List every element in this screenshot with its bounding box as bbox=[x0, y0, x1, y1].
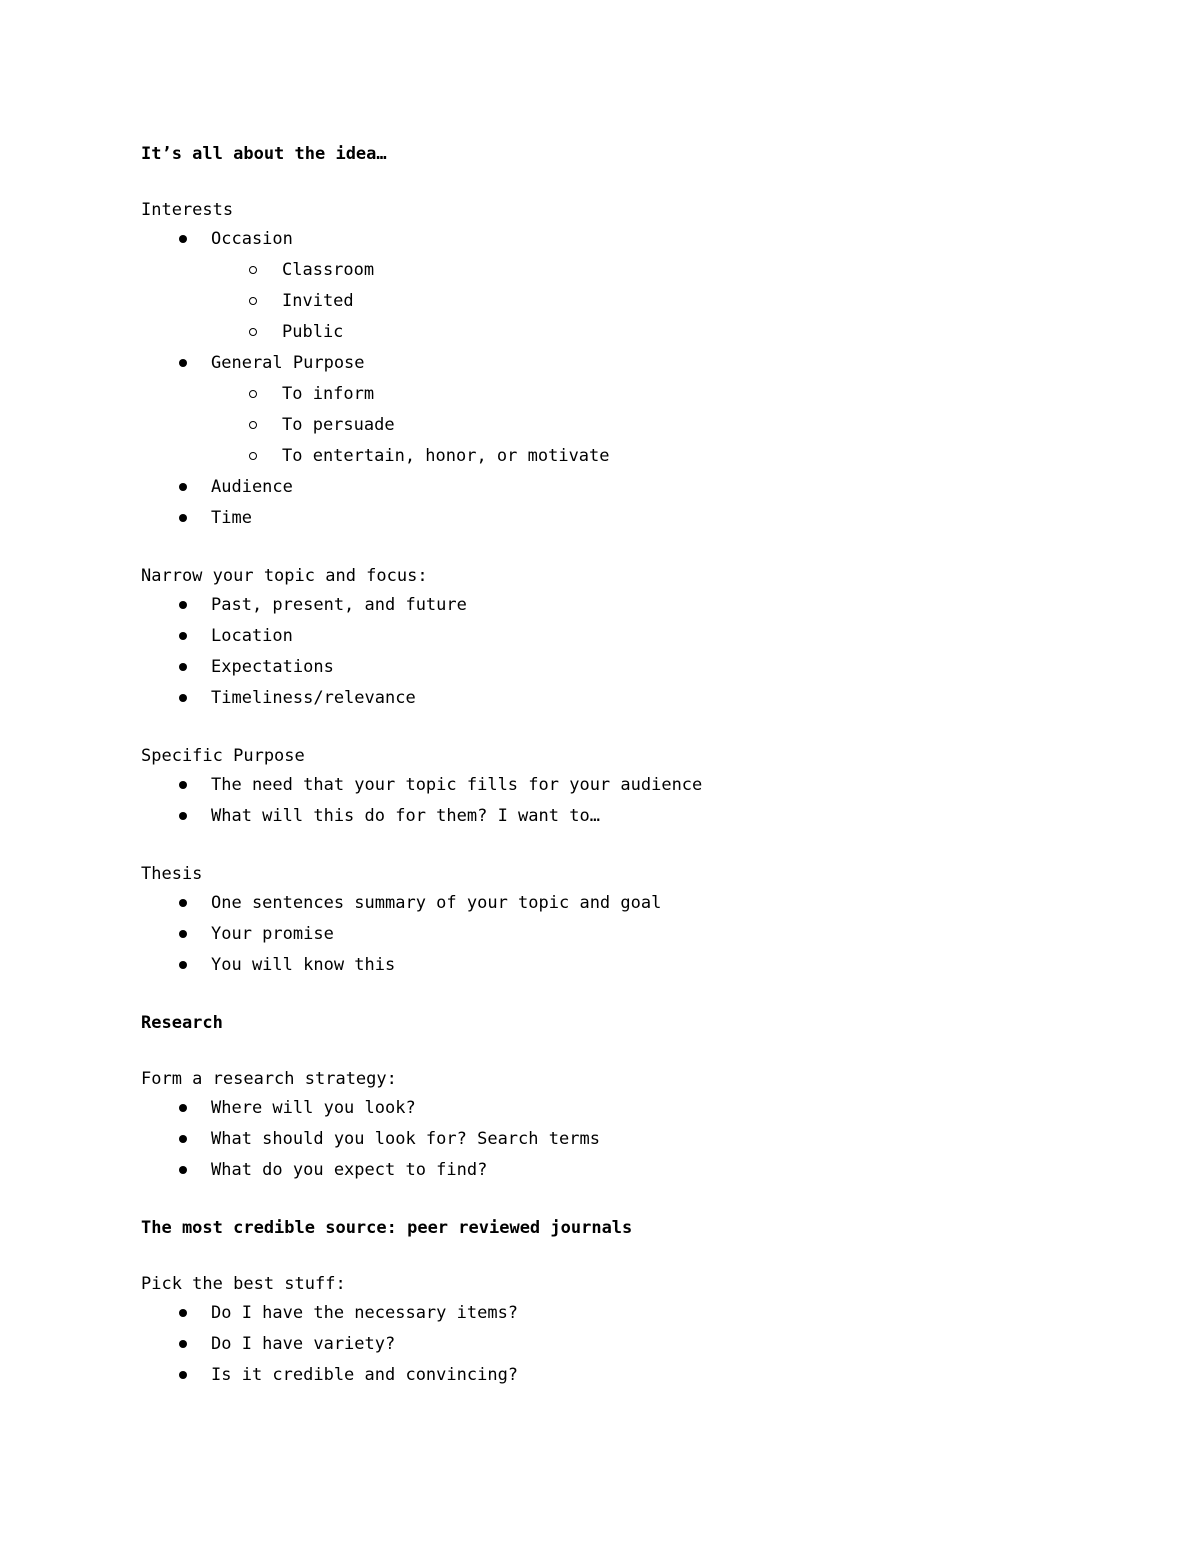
bullet-disc-icon bbox=[179, 663, 187, 671]
list-item-text: Your promise bbox=[211, 924, 334, 944]
bullet-disc-icon bbox=[179, 812, 187, 820]
list-item-text: You will know this bbox=[211, 955, 396, 975]
sub-list-item bbox=[141, 379, 1141, 410]
list-item bbox=[141, 621, 1141, 652]
thesis-label: Thesis bbox=[141, 864, 203, 884]
bullet-disc-icon bbox=[179, 1371, 187, 1379]
bullet-disc-icon bbox=[179, 1309, 187, 1317]
list-item-text: Is it credible and convincing? bbox=[211, 1365, 519, 1385]
bullet-circle-icon bbox=[249, 328, 257, 336]
sub-list-item bbox=[141, 410, 1141, 441]
list-item bbox=[141, 1124, 1141, 1155]
narrow-label: Narrow your topic and focus: bbox=[141, 566, 428, 586]
list-item bbox=[141, 1360, 1141, 1391]
sub-list-item-text: Classroom bbox=[282, 260, 375, 280]
bullet-disc-icon bbox=[179, 483, 187, 491]
list-item bbox=[141, 1329, 1141, 1360]
list-item bbox=[141, 683, 1141, 714]
bullet-circle-icon bbox=[249, 452, 257, 460]
bullet-disc-icon bbox=[179, 694, 187, 702]
list-item-text: What will this do for them? I want to… bbox=[211, 806, 600, 826]
list-item-text: Past, present, and future bbox=[211, 595, 467, 615]
bullet-disc-icon bbox=[179, 961, 187, 969]
research-strategy-list bbox=[141, 1093, 1141, 1186]
list-item bbox=[141, 590, 1141, 621]
list-item-text: Location bbox=[211, 626, 293, 646]
bullet-disc-icon bbox=[179, 359, 187, 367]
bullet-circle-icon bbox=[249, 266, 257, 274]
interests-list bbox=[141, 224, 1141, 534]
list-item-text: What should you look for? Search terms bbox=[211, 1129, 600, 1149]
list-item-text: Timeliness/relevance bbox=[211, 688, 416, 708]
pick-label: Pick the best stuff: bbox=[141, 1274, 346, 1294]
list-item bbox=[141, 224, 1141, 255]
sub-list-item-text: To inform bbox=[282, 384, 375, 404]
specific-purpose-section bbox=[141, 742, 1141, 832]
list-item-text: Expectations bbox=[211, 657, 334, 677]
bullet-disc-icon bbox=[179, 781, 187, 789]
list-item-text: The need that your topic fills for your audience bbox=[211, 775, 703, 795]
bullet-disc-icon bbox=[179, 1135, 187, 1143]
bullet-circle-icon bbox=[249, 297, 257, 305]
pick-list bbox=[141, 1298, 1141, 1391]
list-item bbox=[141, 888, 1141, 919]
specific-purpose-list bbox=[141, 770, 1141, 832]
sub-list-item bbox=[141, 317, 1141, 348]
thesis-list bbox=[141, 888, 1141, 981]
bullet-circle-icon bbox=[249, 390, 257, 398]
list-item-text: One sentences summary of your topic and goal bbox=[211, 893, 662, 913]
list-item bbox=[141, 472, 1141, 503]
bullet-disc-icon bbox=[179, 235, 187, 243]
bullet-disc-icon bbox=[179, 1340, 187, 1348]
list-item-text: Time bbox=[211, 508, 252, 528]
research-heading: Research bbox=[141, 1013, 223, 1033]
interests-section bbox=[141, 196, 1141, 534]
bullet-circle-icon bbox=[249, 421, 257, 429]
list-item bbox=[141, 348, 1141, 379]
narrow-section bbox=[141, 562, 1141, 714]
list-item bbox=[141, 503, 1141, 534]
credible-source-heading: The most credible source: peer reviewed journals bbox=[141, 1218, 633, 1238]
specific-purpose-label: Specific Purpose bbox=[141, 746, 305, 766]
bullet-disc-icon bbox=[179, 514, 187, 522]
list-item-text: Audience bbox=[211, 477, 293, 497]
sub-list-item bbox=[141, 255, 1141, 286]
sub-list-item-text: Public bbox=[282, 322, 344, 342]
list-item bbox=[141, 770, 1141, 801]
list-item-text: Do I have variety? bbox=[211, 1334, 396, 1354]
sub-list-item-text: To persuade bbox=[282, 415, 395, 435]
list-item bbox=[141, 801, 1141, 832]
list-item-text: General Purpose bbox=[211, 353, 365, 373]
bullet-disc-icon bbox=[179, 632, 187, 640]
sub-list-item bbox=[141, 286, 1141, 317]
list-item bbox=[141, 652, 1141, 683]
list-item bbox=[141, 919, 1141, 950]
bullet-disc-icon bbox=[179, 1166, 187, 1174]
sub-list-item bbox=[141, 441, 1141, 472]
bullet-disc-icon bbox=[179, 899, 187, 907]
list-item-text: Where will you look? bbox=[211, 1098, 416, 1118]
research-strategy-label: Form a research strategy: bbox=[141, 1069, 397, 1089]
list-item bbox=[141, 1093, 1141, 1124]
sub-list-item-text: Invited bbox=[282, 291, 354, 311]
document-title: It’s all about the idea… bbox=[141, 144, 387, 164]
list-item bbox=[141, 1155, 1141, 1186]
list-item bbox=[141, 950, 1141, 981]
pick-section bbox=[141, 1270, 1141, 1391]
thesis-section bbox=[141, 860, 1141, 981]
bullet-disc-icon bbox=[179, 601, 187, 609]
sub-list-item-text: To entertain, honor, or motivate bbox=[282, 446, 610, 466]
bullet-disc-icon bbox=[179, 1104, 187, 1112]
document-page bbox=[141, 140, 1141, 1419]
research-strategy-section bbox=[141, 1065, 1141, 1186]
list-item-text: Occasion bbox=[211, 229, 293, 249]
bullet-disc-icon bbox=[179, 930, 187, 938]
list-item-text: Do I have the necessary items? bbox=[211, 1303, 519, 1323]
list-item-text: What do you expect to find? bbox=[211, 1160, 488, 1180]
list-item bbox=[141, 1298, 1141, 1329]
narrow-list bbox=[141, 590, 1141, 714]
interests-label: Interests bbox=[141, 200, 234, 220]
